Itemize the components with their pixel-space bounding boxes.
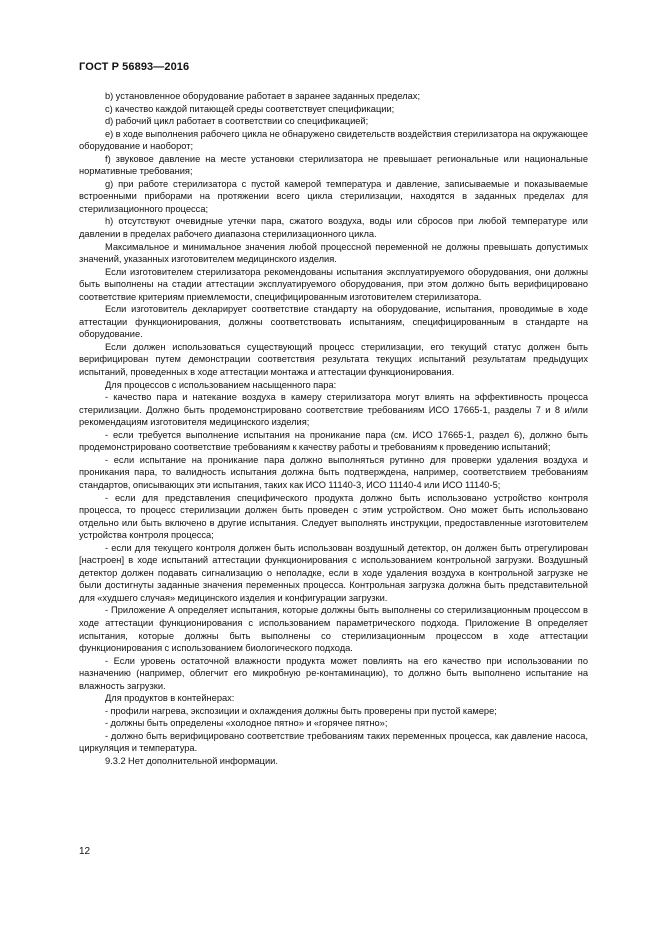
page-number: 12 [79, 846, 91, 857]
list-item-e: е) в ходе выполнения рабочего цикла не обнаружено свидетельств воздействия стерилизатора на окружающее оборудование и наоборот; [79, 128, 588, 152]
list-item-g: g) при работе стерилизатора с пустой камерой температура и давление, записываемые и показываемые встроенными приборами на протяжении всего цикла стерилизации, находятся в заданных пределах для стерилизационного процесса; [79, 178, 588, 214]
bullet-routine-penetration-test: - если испытание на проникание пара должно выполняться рутинно для проверки удаления воздуха и проникания пара, то валидность испытания должна быть подтверждена, например, соответствием требованиям стандартов, описывающих эти испытания, таких как ИСО 11140-3, ИСО 11140-4 или ИСО 11140-5; [79, 454, 588, 490]
bullet-process-challenge-device: - если для представления специфического продукта должно быть использовано устройство контроля процесса, то процесс стерилизации должен быть проведен с этим устройством. Оно может быть использовано отдельно или быть включено в другие испытания. Следует выполнять инструкции, предоставленные изготовителем устройства контроля процесса; [79, 492, 588, 541]
bullet-cold-hot-spots: - должны быть определены «холодное пятно» и «горячее пятно»; [105, 718, 388, 729]
bullet-steam-quality: - качество пара и натекание воздуха в камеру стерилизатора могут влиять на эффективность процесса стерилизации. Должно быть продемонстрировано соответствие требованиям ИСО 17665-1, разделы 7 и 8 и/или рекомендациям изготовителя медицинского изделия; [79, 392, 588, 428]
paragraph-process-variables: Максимальное и минимальное значения любой процессной переменной не должны превышать допустимых значений, указанных изготовителем медицинского изделия. [79, 241, 588, 265]
paragraph-standard-compliance: Если изготовитель декларирует соответствие стандарту на оборудование, испытания, проводимые в ходе аттестации функционирования, должны соответствовать испытаниям, специфицированным в стандарте на оборудование. [79, 304, 588, 340]
document-body [79, 90, 588, 768]
bullet-steam-penetration-test: - если требуется выполнение испытания на проникание пара (см. ИСО 17665-1, раздел 6), должно быть продемонстрировано соответствие требованиям к качеству работы и требованиям к проведению испытаний; [79, 429, 588, 453]
list-item-f: f) звуковое давление на месте установки стерилизатора не превышает региональные или национальные нормативные требования; [79, 153, 588, 177]
document-code-header: ГОСТ Р 56893—2016 [79, 61, 190, 73]
paragraph-operational-tests: Если изготовителем стерилизатора рекомендованы испытания эксплуатируемого оборудования, они должны быть выполнены на стадии аттестации эксплуатируемого оборудования, при этом должно быть верифицировано соответствие критериям приемлемости, специфицированным изготовителем стерилизатора. [79, 266, 588, 302]
list-item-d: d) рабочий цикл работает в соответствии со спецификацией; [105, 116, 369, 127]
bullet-air-detector: - если для текущего контроля должен быть использован воздушный детектор, он должен быть отрегулирован [настроен] в ходе испытаний аттестации функционирования с использованием контрольной загрузки. Воздушный детектор должен подавать сигнализацию о неполадке, если в ходе удаления воздуха в контрольной загрузке не были достигнуты заданные значения переменных процесса. Контрольная загрузка должна быть представительной для «худшего случая» медицинского изделия и конфигурации загрузки. [79, 542, 588, 603]
bullet-pump-pressure: - должно быть верифицировано соответствие требованиям таких переменных процесса, как давление насоса, циркуляция и температура. [79, 730, 588, 754]
paragraph-containers-intro: Для продуктов в контейнерах: [105, 693, 235, 704]
list-item-h: h) отсутствуют очевидные утечки пара, сжатого воздуха, воды или сбросов при любой температуре или давлении в пределах рабочего диапазона стерилизационного цикла. [79, 216, 588, 240]
bullet-annex-reference: - Приложение А определяет испытания, которые должны быть выполнены со стерилизационным процессом в ходе аттестации функционирования с использованием параметрического подхода. Приложение В определяет испытания, которые должны быть выполнены со стерилизационным процессом в ходе аттестации функционирования с использованием биологического подхода. [79, 605, 588, 654]
list-item-c: с) качество каждой питающей среды соответствует спецификации; [105, 103, 395, 114]
bullet-heating-profiles: - профили нагрева, экспозиции и охлаждения должны быть проверены при пустой камере; [105, 705, 497, 716]
paragraph-existing-process: Если должен использоваться существующий процесс стерилизации, его текущий статус должен быть верифицирован путем демонстрации соответствия результата текущих испытаний результатам предыдущих испытаний, проведенных в ходе аттестации монтажа и аттестации функционирования. [79, 341, 588, 378]
list-item-b: b) установленное оборудование работает в заранее заданных пределах; [105, 91, 421, 101]
paragraph-saturated-steam-intro: Для процессов с использованием насыщенного пара: [105, 379, 337, 390]
bullet-residual-moisture: - Если уровень остаточной влажности продукта может повлиять на его качество при использовании по назначению (например, облегчит его микробную ре-контаминацию), то должно быть выполнено испытание на влажность загрузки. [79, 655, 588, 691]
section-9-3-2: 9.3.2 Нет дополнительной информации. [105, 755, 278, 766]
